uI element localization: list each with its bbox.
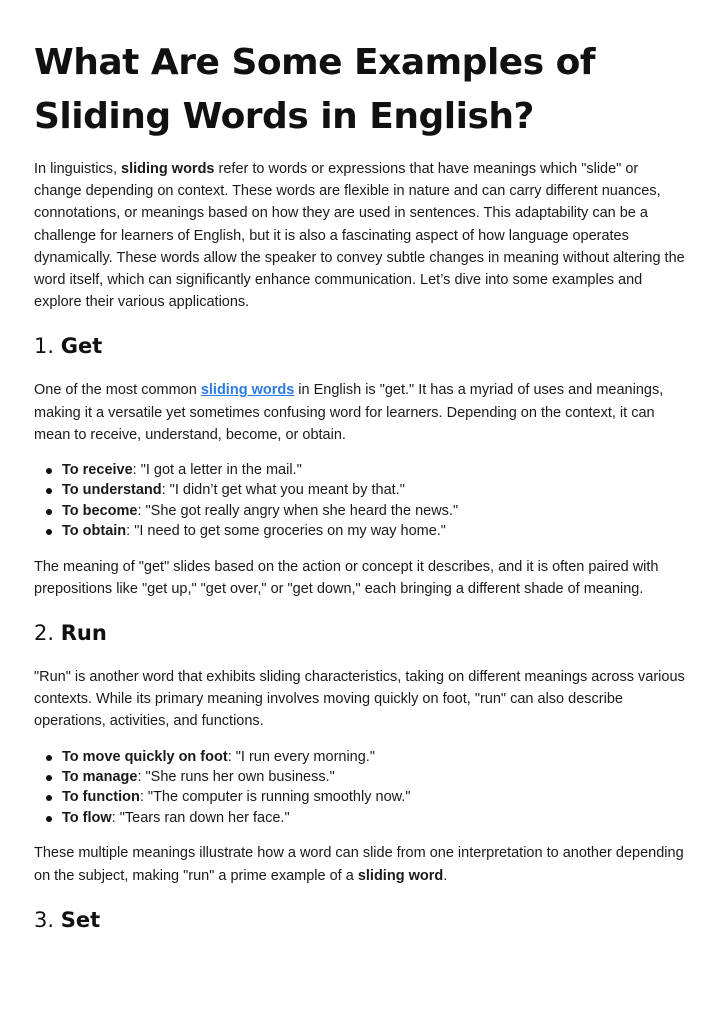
list-item-example: : "Tears ran down her face." [111,809,290,826]
sliding-words-link[interactable]: sliding words [200,382,295,399]
section-number: 3. [34,907,55,932]
list-item-example: : "I run every morning." [227,748,375,765]
list-item-example: : "I need to get some groceries on my way home." [126,523,446,540]
list-item-term: To flow [62,809,112,826]
run-meanings-list [34,747,686,829]
get-intro-paragraph [34,379,686,446]
list-item-term: To become [62,502,138,519]
list-item-term: To understand [62,482,162,499]
section-number: 2. [34,621,55,646]
list-item [62,460,686,480]
list-item [62,808,686,828]
section-number: 1. [34,334,55,359]
intro-paragraph [34,158,686,313]
list-item-term: To receive [62,462,133,479]
list-item-term: To obtain [62,523,127,540]
intro-text: refer to words or expressions that have meanings which "slide" or change depending on context. These words are flexible in nature and can carry different nuances, connotations, or meanings based on how they are used in sentences. This adaptability can be a challenge for learners of English, but it is also a fascinating aspect of how language operates dynamically. These words allow the speaker to convey subtle changes in meaning without altering the word itself, which can significantly enhance communication. Let’s dive into some examples and explore their various applications. [34,161,685,311]
paragraph-text: One of the most common [34,382,201,399]
intro-bold-term: sliding words [121,161,215,177]
list-item [62,747,686,767]
list-item [62,521,686,541]
list-item-example: : "She runs her own business." [137,769,335,786]
paragraph-text: in English is "get." It has a myriad of uses and meanings, making it a versatile yet sometimes confusing word for learners. Depending on the context, it can mean to receive, understand, become, or obtain. [34,382,664,443]
paragraph-bold-term: sliding word [357,867,444,884]
page-title: What Are Some Examples of Sliding Words in English? [34,42,596,137]
list-item-example: : "I got a letter in the mail." [132,462,302,479]
list-item-example: : "I didn’t get what you meant by that." [161,482,405,499]
list-item-example: : "She got really angry when she heard the news." [137,502,459,519]
list-item-example: : "The computer is running smoothly now." [139,789,411,806]
list-item [62,787,686,807]
get-summary-paragraph: The meaning of "get" slides based on the action or concept it describes, and it is often paired with prepositions like "get up," "get over," or "get down," each bringing a different shade of meaning. [34,558,659,597]
section-word: Set [60,907,101,932]
section-heading-run [34,618,686,648]
section-heading-get [34,331,686,361]
intro-text: In linguistics, [34,161,122,177]
list-item [62,767,686,787]
paragraph-text: These multiple meanings illustrate how a word can slide from one interpretation to another depending on the subject, making "run" a prime example of a [34,845,684,884]
run-summary-paragraph [34,842,686,886]
list-item-term: To function [62,789,140,806]
paragraph-text: . [443,867,448,884]
list-item-term: To manage [62,769,138,786]
run-intro-paragraph: "Run" is another word that exhibits sliding characteristics, taking on different meanings across various contexts. While its primary meaning involves moving quickly on foot, "run" can also describe operations, activities, and functions. [34,669,685,730]
section-heading-set [34,905,686,935]
list-item [62,480,686,500]
get-meanings-list [34,460,686,542]
section-word: Get [60,334,103,359]
list-item [62,501,686,521]
section-word: Run [60,621,107,646]
list-item-term: To move quickly on foot [62,748,228,765]
